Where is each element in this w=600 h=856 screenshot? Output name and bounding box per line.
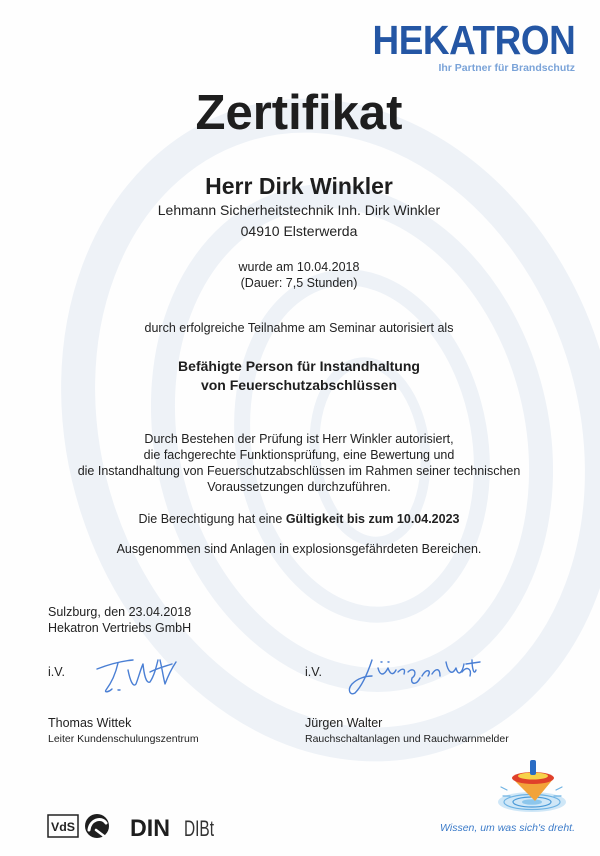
validity-prefix: Die Berechtigung hat eine bbox=[138, 512, 286, 526]
certificate-title: Zertifikat bbox=[195, 86, 403, 140]
description-line: die Instandhaltung von Feuerschutzabschlüssen im Rahmen seiner technischen bbox=[77, 464, 521, 478]
signature-prefix-right: i.V. bbox=[305, 665, 322, 679]
recipient-address: 04910 Elsterwerda bbox=[240, 223, 358, 239]
signature-juergen-walter-icon bbox=[340, 648, 485, 700]
vds-logo-icon bbox=[48, 815, 78, 837]
din-logo-text: DIN bbox=[130, 815, 170, 842]
recipient-company: Lehmann Sicherheitstechnik Inh. Dirk Winkler bbox=[157, 202, 441, 218]
seminar-duration: (Dauer: 7,5 Stunden) bbox=[240, 276, 358, 290]
logo-tagline: Ihr Partner für Brandschutz bbox=[438, 62, 575, 74]
signatory-role-left: Leiter Kundenschulungszentrum bbox=[48, 733, 199, 745]
quality-mark-icon bbox=[85, 814, 109, 838]
place-date: Sulzburg, den 23.04.2018 bbox=[48, 605, 192, 619]
validity-statement bbox=[0, 511, 598, 527]
signatory-name-right: Jürgen Walter bbox=[305, 716, 383, 730]
authorization-intro: durch erfolgreiche Teilnahme am Seminar autorisiert als bbox=[144, 321, 454, 335]
signatory-name-left: Thomas Wittek bbox=[48, 716, 132, 730]
description-line: Voraussetzungen durchzuführen. bbox=[207, 480, 391, 494]
validity-date: Gültigkeit bis zum 10.04.2023 bbox=[285, 512, 460, 526]
description-line: die fachgerechte Funktionsprüfung, eine Bewertung und bbox=[143, 448, 455, 462]
signature-prefix-left: i.V. bbox=[48, 665, 65, 679]
signatory-role-right: Rauchschaltanlagen und Rauchwarnmelder bbox=[305, 733, 509, 745]
issuer-company: Hekatron Vertriebs GmbH bbox=[48, 621, 192, 635]
qualification-line-1: Befähigte Person für Instandhaltung bbox=[178, 358, 420, 374]
description-line: Durch Bestehen der Prüfung ist Herr Winkler autorisiert, bbox=[144, 432, 454, 446]
hekatron-logo: HEKATRON bbox=[372, 17, 575, 63]
qualification-line-2: von Feuerschutzabschlüssen bbox=[200, 377, 398, 393]
signature-thomas-wittek-icon bbox=[90, 650, 185, 700]
description-paragraph bbox=[0, 431, 598, 495]
spinning-top-icon bbox=[496, 752, 574, 816]
dibt-logo-icon bbox=[184, 816, 214, 841]
seminar-date: wurde am 10.04.2018 bbox=[238, 260, 360, 274]
recipient-name: Herr Dirk Winkler bbox=[205, 173, 393, 199]
dibt-logo-text: DIBt bbox=[184, 816, 214, 841]
footer-slogan: Wissen, um was sich's dreht. bbox=[440, 822, 575, 834]
din-logo-icon bbox=[130, 815, 170, 842]
certification-logos bbox=[44, 808, 224, 844]
vds-logo-text: VdS bbox=[51, 820, 75, 834]
exclusion-note: Ausgenommen sind Anlagen in explosionsgefährdeten Bereichen. bbox=[116, 542, 482, 556]
